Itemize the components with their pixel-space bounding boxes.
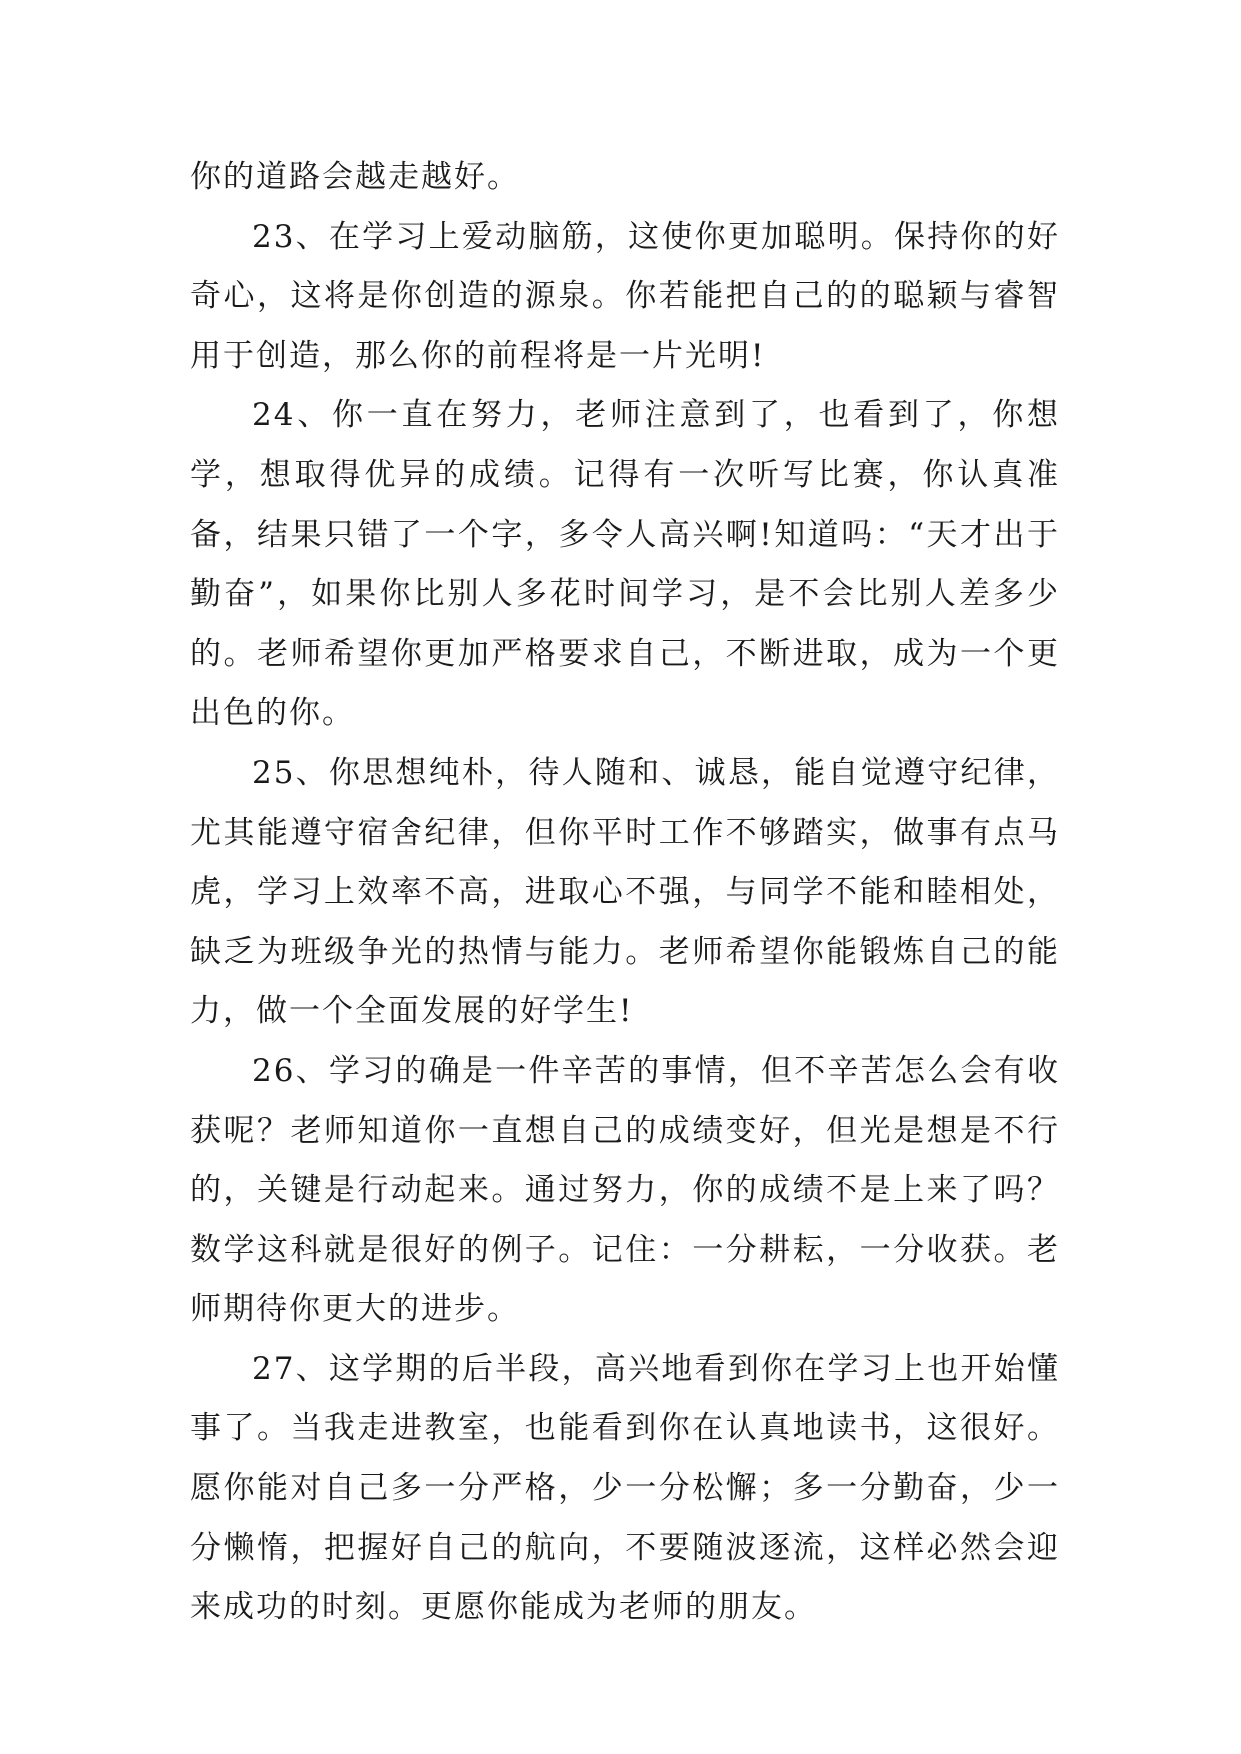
paragraph-24: 24、你一直在努力，老师注意到了，也看到了，你想学，想取得优异的成绩。记得有一次听写比赛，你认真准备，结果只错了一个字，多令人高兴啊!知道吗：“天才出于勤奋”，如果你比别人多花时间学习，是不会比别人差多少的。老师希望你更加严格要求自己，不断进取，成为一个更出色的你。 bbox=[190, 397, 1060, 732]
paragraph-26: 26、学习的确是一件辛苦的事情，但不辛苦怎么会有收获呢？老师知道你一直想自己的成绩变好，但光是想是不行的，关键是行动起来。通过努力，你的成绩不是上来了吗？数学这科就是很好的例子。记住：一分耕耘，一分收获。老师期待你更大的进步。 bbox=[190, 1052, 1060, 1328]
paragraph-continuation: 你的道路会越走越好。 bbox=[190, 159, 520, 195]
paragraph-23: 23、在学习上爱动脑筋，这使你更加聪明。保持你的好奇心，这将是你创造的源泉。你若能把自己的的聪颖与睿智用于创造，那么你的前程将是一片光明! bbox=[190, 218, 1060, 374]
document-body bbox=[190, 148, 1060, 1638]
paragraph-27: 27、这学期的后半段，高兴地看到你在学习上也开始懂事了。当我走进教室，也能看到你在认真地读书，这很好。愿你能对自己多一分严格，少一分松懈；多一分勤奋，少一分懒惰，把握好自己的航向，不要随波逐流，这样必然会迎来成功的时刻。更愿你能成为老师的朋友。 bbox=[190, 1350, 1060, 1626]
paragraph-25: 25、你思想纯朴，待人随和、诚恳，能自觉遵守纪律，尤其能遵守宿舍纪律，但你平时工作不够踏实，做事有点马虎，学习上效率不高，进取心不强，与同学不能和睦相处，缺乏为班级争光的热情与能力。老师希望你能锻炼自己的能力，做一个全面发展的好学生! bbox=[190, 754, 1060, 1030]
